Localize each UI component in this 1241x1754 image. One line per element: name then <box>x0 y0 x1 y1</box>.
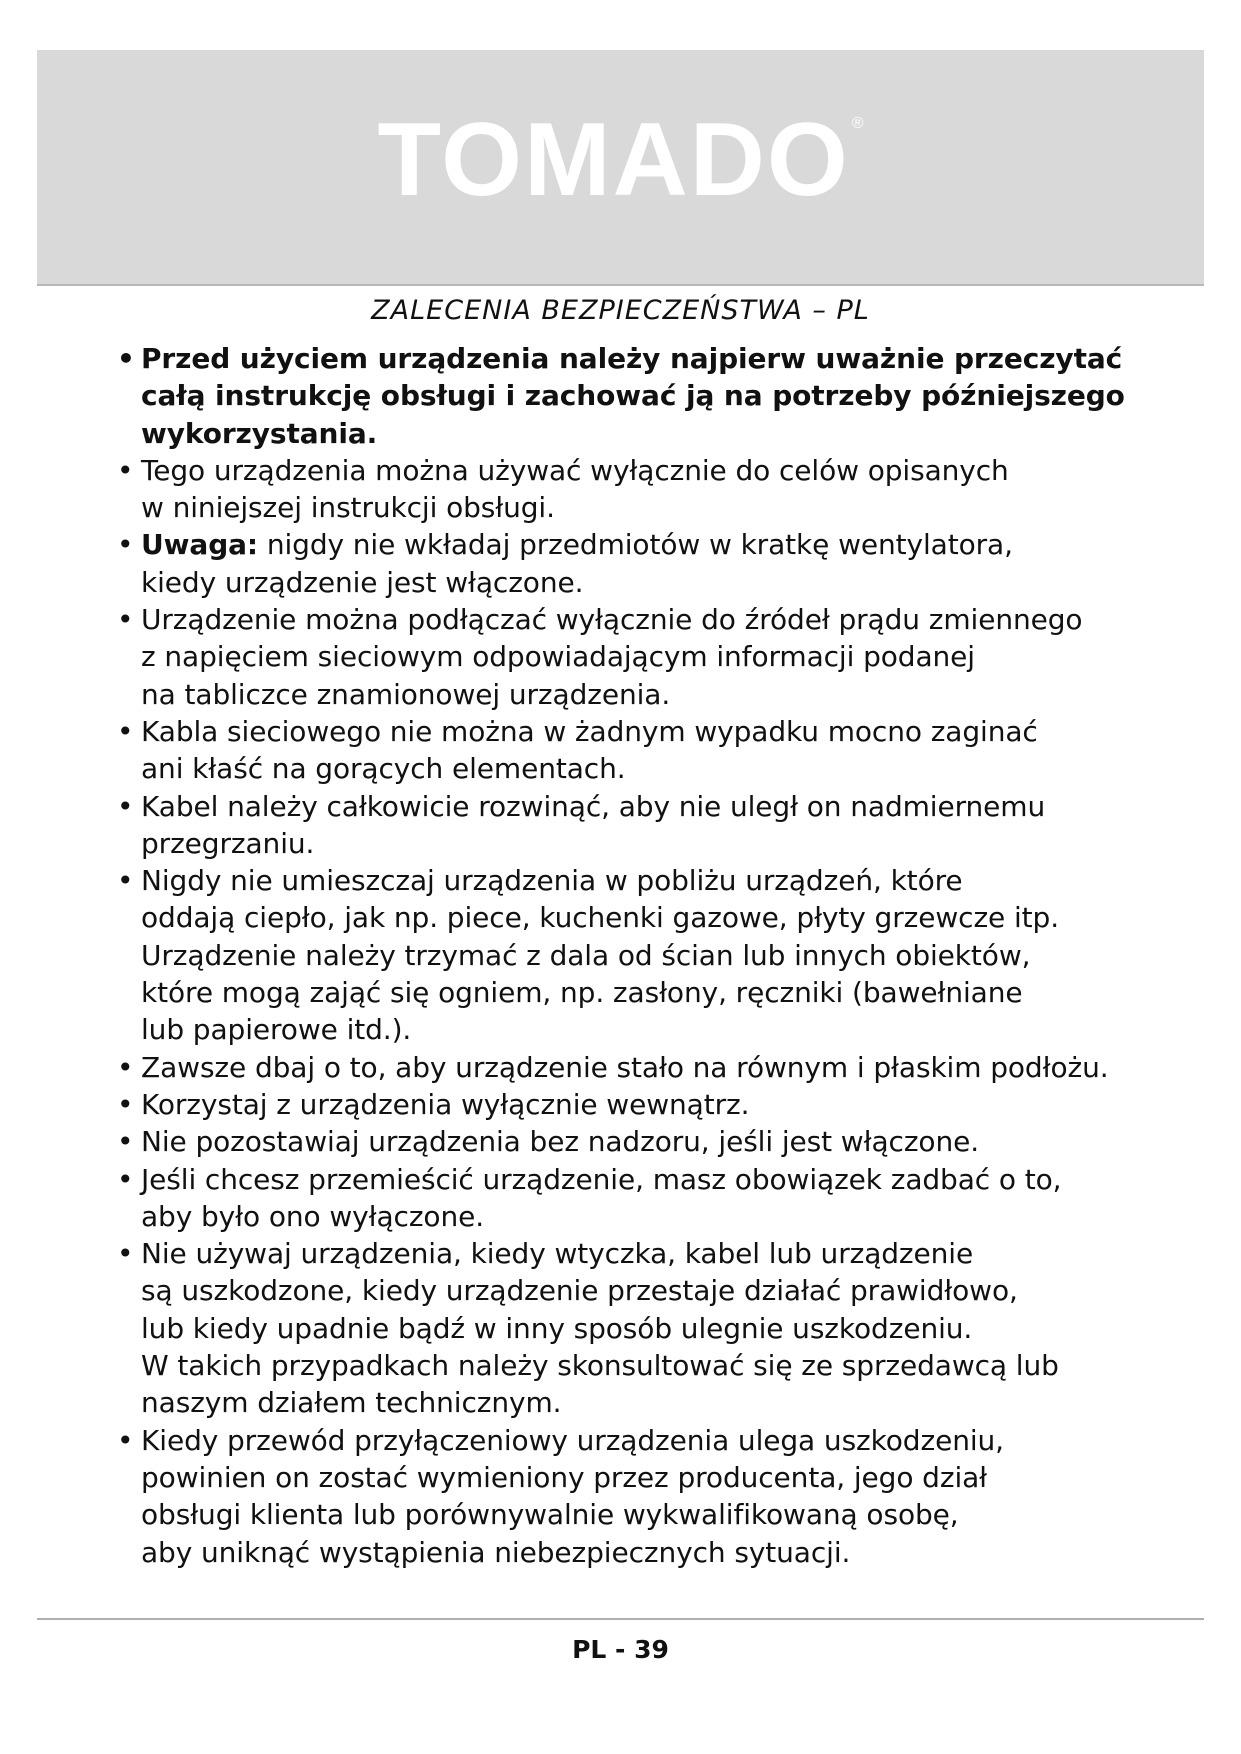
footer-divider <box>37 1618 1204 1620</box>
page-number: PL - 39 <box>572 1635 669 1664</box>
logo-text: TOMADO <box>377 102 850 218</box>
rule-power-source: • Urządzenie można podłączać wyłącznie do źródeł prądu zmiennego z napięciem sieciowym odpowiadającym informacji podanej na tabliczce znamionowej urządzenia. <box>117 601 1197 713</box>
rule-intended-use: • Tego urządzenia można używać wyłącznie do celów opisanych w niniejszej instrukcji obsługi. <box>117 452 1197 527</box>
rule-damaged-cord: • Kiedy przewód przyłączeniowy urządzenia ulega uszkodzeniu, powinien on zostać wymieniony przez producenta, jego dział obsługi klienta lub porównywalnie wykwalifikowaną osobę, aby uniknąć wystąpienia niebezpiecznych sytuacji. <box>117 1422 1197 1571</box>
brand-logo <box>37 102 1204 218</box>
warning-label: Uwaga: <box>141 528 259 562</box>
registered-mark: ® <box>851 115 866 132</box>
safety-rules-list <box>117 340 1197 1571</box>
rule-cable-unwind: • Kabel należy całkowicie rozwinąć, aby nie uległ on nadmiernemu przegrzaniu. <box>117 788 1197 863</box>
rule-fan-grille-warning <box>117 526 1197 601</box>
warning-text: nigdy nie wkładaj przedmiotów w kratkę wentylatora, kiedy urządzenie jest włączone. <box>141 528 1013 599</box>
rule-moving-device: • Jeśli chcesz przemieścić urządzenie, masz obowiązek zadbać o to, aby było ono wyłączone. <box>117 1161 1197 1236</box>
rule-flat-surface: • Zawsze dbaj o to, aby urządzenie stało na równym i płaskim podłożu. <box>117 1049 1197 1086</box>
header-band <box>37 50 1204 286</box>
rule-read-manual: • Przed użyciem urządzenia należy najpierw uważnie przeczytać całą instrukcję obsługi i zachować ją na potrzeby późniejszego wykorzystania. <box>117 340 1197 452</box>
rule-indoor-use: • Korzystaj z urządzenia wyłącznie wewnątrz. <box>117 1086 1197 1123</box>
rule-cable-bending: • Kabla sieciowego nie można w żadnym wypadku mocno zaginać ani kłaść na gorących elementach. <box>117 713 1197 788</box>
rule-supervision: • Nie pozostawiaj urządzenia bez nadzoru, jeśli jest włączone. <box>117 1123 1197 1160</box>
page-title: ZALECENIA BEZPIECZEŃSTWA – PL <box>371 295 870 326</box>
rule-heat-sources: • Nigdy nie umieszczaj urządzenia w pobliżu urządzeń, które oddają ciepło, jak np. piece, kuchenki gazowe, płyty grzewcze itp. Urządzenie należy trzymać z dala od ścian lub innych obiektów, które mogą zająć się ogniem, np. zasłony, ręczniki (bawełniane lub papierowe itd.). <box>117 862 1197 1048</box>
rule-damaged-device: • Nie używaj urządzenia, kiedy wtyczka, kabel lub urządzenie są uszkodzone, kiedy urządzenie przestaje działać prawidłowo, lub kiedy upadnie bądź w inny sposób ulegnie uszkodzeniu. W takich przypadkach należy skonsultować się ze sprzedawcą lub naszym działem technicznym. <box>117 1235 1197 1421</box>
